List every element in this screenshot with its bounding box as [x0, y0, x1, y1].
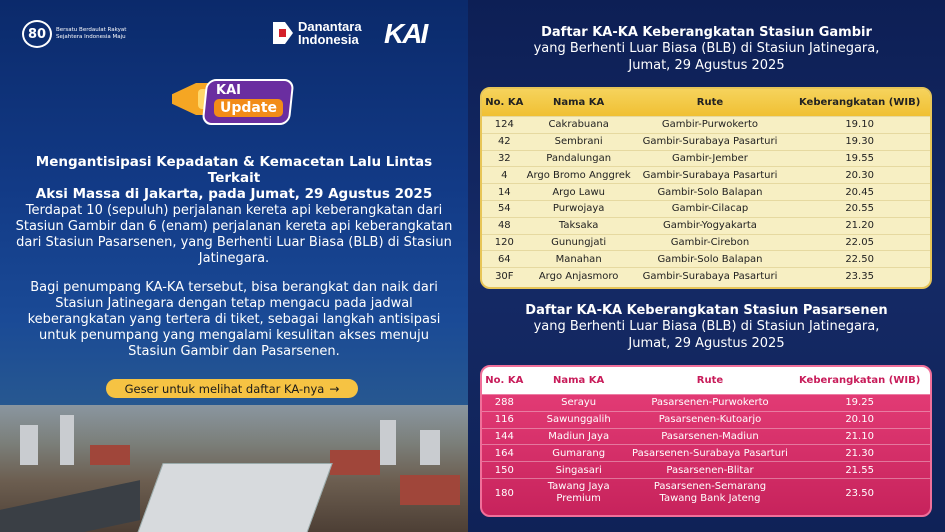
table-row: 32 Pandalungan Gambir-Jember 19.55: [482, 150, 930, 167]
pasarsenen-table: [480, 365, 932, 517]
pasarsenen-title-block: [468, 303, 945, 352]
gambir-title-block: [468, 25, 945, 74]
cta-label: Geser untuk melihat daftar KA-nya: [124, 381, 325, 396]
table-row: 144 Madiun Jaya Pasarsenen-Madiun 21.10: [482, 428, 930, 445]
gambir-table-header: [482, 89, 930, 116]
header-rute: Rute: [696, 375, 724, 386]
danantara-mark-icon: [273, 22, 293, 44]
headline: [14, 154, 454, 202]
table-row: 124 Cakrabuana Gambir-Purwokerto 19.10: [482, 116, 930, 133]
headline-line2: Aksi Massa di Jakarta, pada Jumat, 29 Agustus 2025: [35, 186, 433, 202]
gambir-subtitle-2: Jumat, 29 Agustus 2025: [628, 58, 785, 73]
table-row: 54 Purwojaya Gambir-Cilacap 20.55: [482, 200, 930, 217]
pasarsenen-subtitle-1: yang Berhenti Luar Biasa (BLB) di Stasiun Jatinegara,: [533, 319, 880, 334]
city-station-photo: [0, 405, 468, 532]
pasarsenen-subtitle-2: Jumat, 29 Agustus 2025: [628, 336, 785, 351]
danantara-line1: Danantara: [298, 19, 362, 34]
header-nama-ka: Nama KA: [553, 97, 605, 108]
gambir-subtitle-1: yang Berhenti Luar Biasa (BLB) di Stasiun Jatinegara,: [533, 41, 880, 56]
header-keberangkatan: Keberangkatan (WIB): [798, 97, 921, 108]
pasarsenen-table-header: [482, 367, 930, 394]
table-row: 30F Argo Anjasmoro Gambir-Surabaya Pasarturi 23.35: [482, 267, 930, 284]
danantara-line2: Indonesia: [298, 32, 359, 47]
badge-kai-text: KAI: [216, 83, 241, 98]
arrow-right-icon: →: [329, 381, 340, 396]
table-row: 180 Tawang Jaya Premium Pasarsenen-Semarang Tawang Bank Jateng 23.50: [482, 478, 930, 508]
table-row: 120 Gunungjati Gambir-Cirebon 22.05: [482, 234, 930, 251]
pasarsenen-title: Daftar KA-KA Keberangkatan Stasiun Pasarsenen: [525, 303, 888, 318]
right-panel: [468, 0, 945, 532]
table-row: 42 Sembrani Gambir-Surabaya Pasarturi 19.30: [482, 133, 930, 150]
gambir-title: Daftar KA-KA Keberangkatan Stasiun Gambir: [541, 25, 872, 40]
table-row: 4 Argo Bromo Anggrek Gambir-Surabaya Pasarturi 20.30: [482, 166, 930, 183]
table-row: 48 Taksaka Gambir-Yogyakarta 21.20: [482, 217, 930, 234]
logo-80-years: [22, 20, 134, 48]
gambir-table: [480, 87, 932, 289]
header-rute: Rute: [696, 97, 724, 108]
table-row: 164 Gumarang Pasarsenen-Surabaya Pasarturi 21.30: [482, 444, 930, 461]
left-panel: [0, 0, 468, 532]
table-row: 116 Sawunggalih Pasarsenen-Kutoarjo 20.10: [482, 411, 930, 428]
header-keberangkatan: Keberangkatan (WIB): [798, 375, 921, 386]
swipe-cta-button[interactable]: [106, 379, 358, 398]
headline-line1: Mengantisipasi Kepadatan & Kemacetan Lalu Lintas Terkait: [35, 154, 433, 186]
kai-logo: KAI: [384, 18, 427, 49]
danantara-logo: [273, 20, 362, 46]
header-no-ka: No. KA: [485, 97, 524, 108]
badge-update-text: Update: [214, 99, 283, 117]
header-nama-ka: Nama KA: [553, 375, 605, 386]
kai-update-badge: [172, 77, 292, 127]
table-row: 64 Manahan Gambir-Solo Balapan 22.50: [482, 250, 930, 267]
logo-80-tagline: Bersatu Berdaulat Rakyat Sejahtera Indonesia Maju: [56, 27, 127, 40]
table-row: 288 Serayu Pasarsenen-Purwokerto 19.25: [482, 394, 930, 411]
logo-80-number: 80: [22, 20, 52, 48]
table-row: 14 Argo Lawu Gambir-Solo Balapan 20.45: [482, 183, 930, 200]
table-row: 150 Singasari Pasarsenen-Blitar 21.55: [482, 461, 930, 478]
header-no-ka: No. KA: [485, 375, 524, 386]
paragraph-1: Terdapat 10 (sepuluh) perjalanan kereta api keberangkatan dari Stasiun Gambir dan 6 (enam) perjalanan kereta api keberangkatan dari Stasiun Pasarsenen, yang Berhenti Luar Biasa (BLB) di Stasiun Jatinegara.: [15, 203, 453, 266]
paragraph-2: Bagi penumpang KA-KA tersebut, bisa berangkat dan naik dari Stasiun Jatinegara dengan tetap mengacu pada jadwal keberangkatan yang tertera di tiket, sebagai langkah antisipasi untuk penumpang yang mengalami kesulitan akses menuju Stasiun Gambir dan Pasarsenen.: [27, 280, 441, 359]
